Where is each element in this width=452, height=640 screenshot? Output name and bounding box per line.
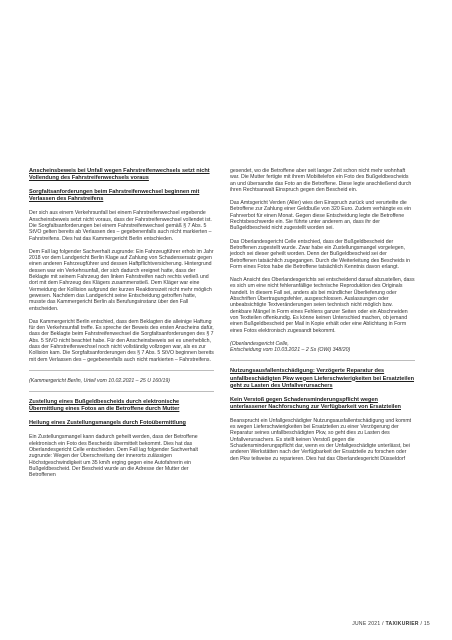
divider [230, 360, 415, 361]
divider [29, 391, 214, 392]
article-heading: Nutzungsausfallentschädigung: Verzögerte Reparatur des unfallbeschädigten Pkw wegen Lieferschwierigkeiten bei Ersatzteilen geht zu Lasten des Unfallverursachers [230, 368, 415, 389]
article-subheading: Heilung eines Zustellungsmangels durch Fotoübermittlung [29, 420, 186, 427]
paragraph: Ein Zustellungsmangel kann dadurch geheilt werden, dass der Betroffene elektronisch ein Foto des Bescheids übermittelt bekommt. Dies hat das Oberlandesgericht Celle entschieden. Dem Fall lag folgender Sachverhalt zugrunde: Wegen der Überschreitung der innerorts zulässigen Höchstgeschwindigkeit um 35 km/h erging gegen eine Autofahrerin ein Bußgeldbescheid. Der Bescheid wurde an die Adresse der Mutter der Betroffenen [29, 434, 198, 479]
paragraph: Das Amtsgericht Verden (Aller) wies den Einspruch zurück und verurteilte die Betroffene zur Zahlung einer Geldbuße von 320 Euro. Zudem verhängte es ein Fahrverbot für einen Monat. Gegen diese Entscheidung legte die Betroffene Rechtsbeschwerde ein. Sie führte unter anderem an, dass ihr der Bußgeldbescheid nicht zugestellt worden sei. [230, 200, 412, 232]
citation: Entscheidung vom 10.03.2021 – 2 Ss (OWi) 348/20) [230, 347, 351, 354]
paragraph: Beansprucht ein Unfallgeschädigter Nutzungsausfallentschädigung und kommt es wegen Lieferschwierigkeiten bei Ersatzteilen zu einer Verzögerung der Reparatur seines unfallbeschädigten Pkw, so geht dies zu Lasten des Unfallverursachers. Es stellt keinen Verstoß gegen die Schadensminderungspflicht dar, wenn es der Unfallgeschädigte unterlässt, bei anderen Werkstätten nach der Verfügbarkeit der Ersatzteile zu forschen oder den Pkw teilweise zu reparieren. Dies hat das Oberlandesgericht Düsseldorf [230, 417, 412, 462]
citation: (Oberlandesgericht Celle, [230, 340, 289, 347]
paragraph: Das Kammergericht Berlin entschied, dass dem Beklagten die alleinige Haftung für den Verkehrsunfall treffe. Es spreche der Beweis des ersten Anscheins dafür, dass der Beklagte beim Fahrstreifenwechsel die Sorgfaltsanforderungen des § 7 Abs. 5 StVO nicht beachtet habe. Für den Anscheinsbeweis sei es unerheblich, dass der Fahrstreifenwechsel noch nicht vollständig vollzogen war, als es zur Kollision kam. Die Sorgfaltsanforderungen des § 7 Abs. 5 StVO beginnen bereits mit dem Verlassen des – gegebenenfalls auch nicht markierten – Fahrstreifens. [29, 318, 214, 363]
paragraph: gesendet, wo die Betroffene aber seit langer Zeit schon nicht mehr wohnhaft war. Die Mutter fertigte mit ihrem Mobiltelefon ein Foto des Bußgeldbescheids an und übersandte das Foto an die Betroffene. Diese legte anschließend durch ihren Rechtsanwalt Einspruch gegen den Bescheid ein. [230, 168, 412, 193]
article-subheading: Sorgfaltsanforderungen beim Fahrstreifenwechsel beginnen mit Verlassen des Fahrstreifens [29, 189, 200, 203]
article-heading: Anscheinsbeweis bei Unfall wegen Fahrstreifenwechsels setzt nicht Vollendung des Fahrstreifenwechsels voraus [29, 168, 210, 182]
paragraph: Das Oberlandesgericht Celle entschied, dass der Bußgeldbescheid der Betroffenen zugestellt wurde. Zwar habe ein Zustellungsmangel vorgelegen, jedoch sei dieser geheilt worden. Denn der Bußgeldbescheid sei der Betroffenen tatsächlich zugegangen. Durch die Weiterleitung des Bescheids in Form eines Fotos habe die Betroffene tatsächlich Kenntnis davon erlangt. [230, 238, 411, 270]
divider [29, 370, 214, 371]
footer-magazine: TAXIKURIER [385, 621, 419, 627]
left-column [29, 168, 214, 486]
paragraph: Der sich aus einem Verkehrsunfall bei einem Fahrstreifenwechsel ergebende Anscheinsbeweis setzt nicht voraus, dass der Fahrstreifenwechsel vollendet ist. Die Sorgfaltsanforderungen bei einem Fahrstreifenwechsel gemäß § 7 Abs. 5 StVO gelten bereits ab Verlassen des – gegebenenfalls auch nicht markierten – Fahrstreifens. Dies hat das Kammergericht Berlin entschieden. [29, 210, 212, 242]
citation: (Kammergericht Berlin, Urteil vom 10.02.2021 – 25 U 160/19) [29, 377, 170, 384]
paragraph: Dem Fall lag folgender Sachverhalt zugrunde: Ein Fahrzeugführer erhob im Jahr 2018 vor dem Landgericht Berlin Klage auf Zahlung von Schadensersatz gegen einen anderen Fahrzeugführer und dessen Haftpflichtversicherung. Hintergrund dessen war ein Verkehrsunfall, der sich dadurch ereignet hatte, dass der Beklagte mit seinem Fahrzeug den linken Fahrstreifen nach rechts verließ und dort mit dem Fahrzeug des Klägers zusammenstieß. Dem Kläger war eine Vermeidung der Kollision aufgrund der kurzen Reaktionszeit nicht mehr möglich gewesen. Nachdem das Landgericht seine Entscheidung getroffen hatte, musste das Kammergericht Berlin als Berufungsinstanz über den Fall entscheiden. [29, 248, 214, 312]
article-heading: Zustellung eines Bußgeldbescheids durch elektronische Übermittlung eines Fotos an die Betroffene durch Mutter [29, 399, 180, 413]
top-bar [0, 0, 452, 20]
paragraph: Nach Ansicht des Oberlandesgerichts sei entscheidend darauf abzustellen, dass es sich um eine nicht fehleranfällige technische Reproduktion des Originals handelt. In diesem Fall sei, anders als bei mündlicher Überlieferung oder Abschriften Übertragungsfehler, ausgeschlossen. Auslassungen oder unbeabsichtigte Textveränderungen seien technisch nicht möglich bzw. denkbare Mängel in Form eines Fehlens ganzer Seiten oder ein Abschneiden von Textteilen offenkundig. Es könne keinen Unterschied machen, ob jemand einen Bußgeldbescheid per Mail in Kopie erhält oder eine Ablichtung in Form eines Fotos elektronisch zugesandt bekommt. [230, 277, 415, 334]
page-footer [352, 621, 430, 627]
footer-issue: JUNE 2021 / [352, 621, 384, 627]
footer-page-number: / 15 [420, 621, 430, 627]
article-subheading: Kein Verstoß gegen Schadensminderungspflicht wegen unterlassener Nachforschung zur Verfügbarkeit von Ersatzteilen [230, 396, 401, 410]
right-column [230, 168, 415, 469]
